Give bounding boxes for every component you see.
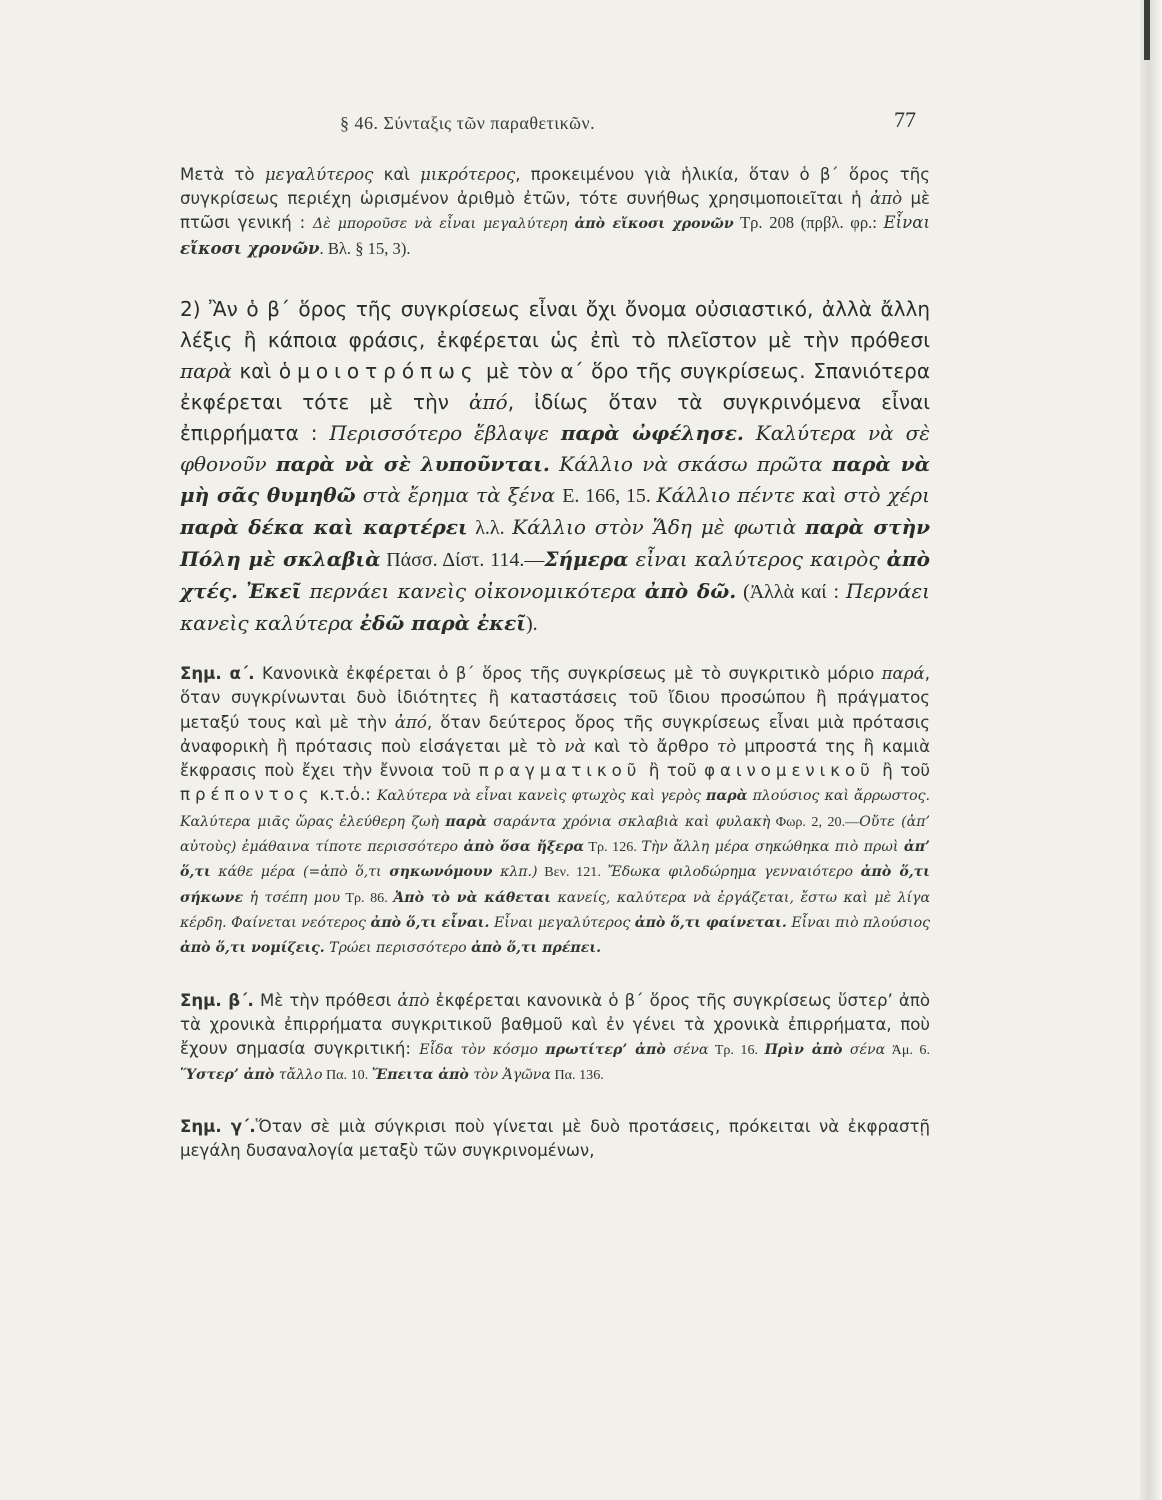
example-emphasis: παρὰ νὰ μὴ σᾶς θυμηθῶ [180, 452, 930, 507]
example-emphasis: Ἐκεῖ [246, 579, 302, 603]
example-text: σαράντα χρόνια σκλαβιὰ καὶ φυλακὴ [486, 813, 771, 830]
example-emphasis: παρὰ δέκα καὶ καρτέρει [180, 515, 468, 539]
text-run: , προκειμένου γιὰ ἡλικία, ὅταν ὁ β΄ ὅρος τῆς συγκρίσεως περιέχη ὡρισμένον ἀριθμὸ ἐτῶν, τότε συνήθως χρησιμοποιεῖται ἡ [180, 165, 930, 208]
example-emphasis: ἀπὸ ὅ,τι φαίνεται. [634, 914, 787, 931]
example-text: Εἶδα τὸν κόσμο [419, 1042, 546, 1059]
example-emphasis: ἀπὸ χτές. [180, 547, 930, 603]
example-emphasis: παρὰ στὴν Πόλη μὲ σκλαβιὰ [180, 515, 930, 571]
page-header [180, 105, 930, 145]
text-run: ἀπό [469, 390, 508, 414]
example-emphasis: σηκωνόμουν [389, 864, 493, 881]
text-run: ). [525, 613, 538, 635]
text-run: Μὲ τὴν πρόθεσι [253, 990, 398, 1010]
text-run: (Ἀλλὰ καί : [736, 581, 846, 603]
example-text: Κάλλιο στὸν Ἅδη μὲ φωτιὰ [512, 515, 806, 539]
example-text: στὰ ἔρημα τὰ ξένα [355, 483, 563, 507]
example-text: Κάλλιο νὰ σκάσω πρῶτα [549, 452, 833, 476]
note-c [180, 1115, 930, 1164]
example-text: Περισσότερο ἔβλαψε [329, 421, 561, 445]
example-text: Δὲ μποροῦσε νὰ εἶναι μεγαλύτερη [312, 216, 575, 232]
example-text: σένα [842, 1042, 886, 1059]
example-emphasis: Πρὶν ἀπὸ [764, 1042, 843, 1059]
text-run: , ὅταν συγκρίνωνται δυὸ ἰδιότητες ἢ καταστάσεις τοῦ ἴδιου προσώπου ἢ πράγματος μεταξύ τους καὶ μὲ τὴν [180, 664, 930, 732]
text-run: καὶ [373, 165, 421, 184]
text-run: , ἰδίως ὅταν τὰ συγκρινόμενα εἶναι ἐπιρρήματα : [180, 390, 930, 445]
text-run: καὶ [231, 359, 279, 383]
example-emphasis: πρωτίτερ’ ἀπὸ [545, 1042, 666, 1059]
text-run: 2) Ἂν ὁ β΄ ὅρος τῆς συγκρίσεως εἶναι ὄχι ὄνομα οὐσιαστικό, ἀλλὰ ἄλλη λέξις ἢ κάποια φράσις, ἐκφέρεται ὡς ἐπὶ τὸ πλεῖστον μὲ τὴν πρόθεσι [180, 297, 930, 352]
example-emphasis: Ἔπειτα ἀπὸ [371, 1067, 469, 1084]
spaced-term: πρέποντος [180, 785, 314, 805]
citation: Πάσσ. Δίστ. 114.— [380, 549, 545, 571]
text-run: ἢ τοῦ [641, 761, 705, 781]
text-run: ἀπὸ [397, 990, 430, 1010]
example-emphasis: ἀπὸ ὅ,τι πρέπει. [471, 940, 602, 957]
example-text: Εἶναι πιὸ πλούσιος [786, 914, 930, 931]
text-run: μεγαλύτερος [264, 165, 374, 184]
example-text: κάθε μέρα (=ἀπὸ ὅ,τι [210, 864, 390, 881]
text-run [238, 579, 246, 603]
example-text: κανείς, καλύτερα νὰ ἐργάζεται, ἔστω καὶ μὲ λίγα κέρδη. Φαίνεται νεότερος [180, 889, 931, 931]
example-text: Κάλλιο πέντε καὶ στὸ χέρι [656, 483, 931, 507]
text-run: ἐκφέρεται κανονικὰ ὁ β΄ ὅρος τῆς συγκρίσεως ὕστερ’ ἀπὸ τὰ χρονικὰ ἐπιρρήματα συγκριτικοῦ βαθμοῦ καὶ ἐν γένει τὰ χρονικὰ ἐπιρρήματα, ποὺ ἔχουν σημασία συγκριτική: [180, 990, 930, 1059]
note-a [180, 662, 930, 961]
text-run: ἀπὸ [870, 189, 903, 208]
example-text: Τὴν ἄλλη μέρα σηκώθηκα πιὸ πρωὶ [641, 839, 904, 856]
example-emphasis: ἀπὸ εἴκοσι χρονῶν [574, 216, 734, 232]
example-emphasis: ἀπὸ δῶ. [644, 579, 737, 603]
text-run: τὸ [717, 736, 737, 756]
text-run: μὲ τὸν α΄ ὅρο τῆς συγκρίσεως. Σπανιότερα ἐκφέρεται τότε μὲ τὴν [180, 359, 931, 414]
text-run: παρά [881, 664, 925, 683]
example-emphasis: ἐδῶ παρὰ ἐκεῖ [359, 611, 526, 635]
example-emphasis: ἀπὸ ὅ,τι εἶναι. [370, 914, 490, 931]
text-run: μὲ πτῶσι γενική : [180, 189, 930, 232]
text-run: ἢ τοῦ [874, 761, 930, 781]
text-run: μικρότερος [420, 165, 516, 184]
example-emphasis: παρὰ [706, 788, 748, 805]
scan-page-edge [1140, 0, 1162, 1500]
citation: Ε. 166, 15. [562, 485, 657, 507]
example-text: Καλύτερα νὰ σὲ φθονοῦν [180, 421, 930, 476]
citation: λ.λ. [467, 517, 513, 539]
paragraph-age-comparison [180, 163, 930, 261]
note-label: Σημ. β΄. [180, 990, 254, 1010]
example-text: Ἔδωκα φιλοδώρημα γενναιότερο [607, 864, 861, 881]
example-emphasis: παρὰ [445, 813, 487, 830]
text-run: νὰ [564, 736, 586, 756]
example-text: Εἶναι μεγαλύτερος [489, 914, 635, 931]
page-number: 77 [894, 107, 916, 132]
text-run: ἀπό [394, 712, 427, 732]
spaced-term: φαινομενικοῦ [704, 761, 875, 781]
paragraph-section-2 [180, 294, 930, 640]
spaced-term: πραγματικοῦ [478, 761, 642, 781]
citation: Ἀμ. 6. [885, 1042, 930, 1059]
running-title: § 46. Σύνταξις τῶν παραθετικῶν. [340, 113, 596, 133]
example-text: Τρώει περισσότερο [324, 940, 472, 957]
text-run: καὶ τὸ ἄρθρο [585, 736, 718, 756]
citation: Τρ. 16. [708, 1042, 765, 1059]
example-text: κλπ.) [492, 864, 538, 881]
book-page [180, 105, 930, 1163]
note-b [180, 989, 930, 1088]
example-text: Καλύτερα νὰ εἶναι κανεὶς φτωχὸς καὶ γερὸς [376, 788, 707, 805]
text-run: κ.τ.ὁ.: [313, 785, 377, 805]
example-emphasis: παρὰ νὰ σὲ λυποῦνται. [275, 452, 550, 476]
example-text: περνάει κανεὶς οἰκονομικότερα [301, 579, 645, 603]
text-run: Μετὰ τὸ [180, 165, 265, 184]
note-label: Σημ. α΄. [180, 664, 255, 683]
example-emphasis: ἀπὸ ὅ,τι νομίζεις. [180, 940, 325, 957]
note-label: Σημ. γ΄. [180, 1116, 256, 1136]
citation: Φωρ. 2, 20.— [770, 813, 860, 830]
text-run: παρὰ [180, 359, 232, 383]
citation: Βεν. 121. [537, 864, 608, 881]
text-run: , ὅταν δεύτερος ὅρος τῆς συγκρίσεως εἶναι μιὰ πρότασις ἀναφορικὴ ἢ πρότασις ποὺ εἰσάγεται μὲ τὸ [180, 712, 930, 756]
example-emphasis: ἀπ’ ὅ,τι [180, 839, 930, 881]
example-emphasis: ἀπὸ ὅσα ἤξερα [463, 839, 585, 856]
example-emphasis: παρὰ ὠφέλησε. [560, 421, 744, 445]
example-text: Εἶναι [883, 213, 930, 232]
example-text: Περνάει κανεὶς καλύτερα [180, 579, 931, 635]
example-emphasis: Σήμερα [544, 547, 629, 571]
spaced-term: ὁμοιοτρόπως [278, 359, 479, 383]
example-emphasis: ἀπὸ ὅ,τι σήκωνε [180, 864, 930, 906]
example-emphasis: εἴκοσι χρονῶν [180, 238, 320, 258]
example-text: Οὔτε (ἀπ’ αὐτοὺς) ἐμάθαινα τίποτε περισσότερο [180, 813, 930, 856]
text-run: Ὅταν σὲ μιὰ σύγκρισι ποὺ γίνεται μὲ δυὸ προτάσεις, πρόκειται νὰ ἐκφραστῇ μεγάλη δυσαναλογία μεταξὺ τῶν συγκρινομένων, [180, 1116, 930, 1161]
citation: Τρ. 86. [340, 889, 394, 906]
example-text: εἶναι καλύτερος καιρὸς [628, 547, 887, 571]
text-run: Κανονικὰ ἐκφέρεται ὁ β΄ ὅρος τῆς συγκρίσεως μὲ τὸ συγκριτικὸ μόριο [254, 664, 882, 683]
example-text: τἄλλο [274, 1067, 323, 1084]
example-text: σένα [665, 1042, 709, 1059]
example-emphasis: Ἀπὸ τὸ νὰ κάθεται [393, 889, 551, 906]
citation: Πα. 136. [550, 1067, 604, 1084]
example-text: ἡ τσέπη μου [243, 889, 341, 906]
citation: Τρ. 126. [584, 839, 642, 856]
citation: Τρ. 208 (πρβλ. φρ.: [733, 213, 884, 232]
citation: Πα. 10. [322, 1067, 372, 1084]
example-text: πλούσιος καὶ ἄρρωστος. Καλύτερα μιᾶς ὥρας ἐλεύθερη ζωὴ [180, 788, 930, 830]
citation: . Βλ. § 15, 3). [319, 239, 411, 258]
example-emphasis: Ὕστερ’ ἀπὸ [180, 1067, 275, 1084]
text-run: μπροστά της ἢ καμιὰ ἔκφρασις ποὺ ἔχει τὴν ἔννοια τοῦ [180, 736, 931, 781]
example-text: τὸν Ἀγῶνα [468, 1067, 551, 1084]
